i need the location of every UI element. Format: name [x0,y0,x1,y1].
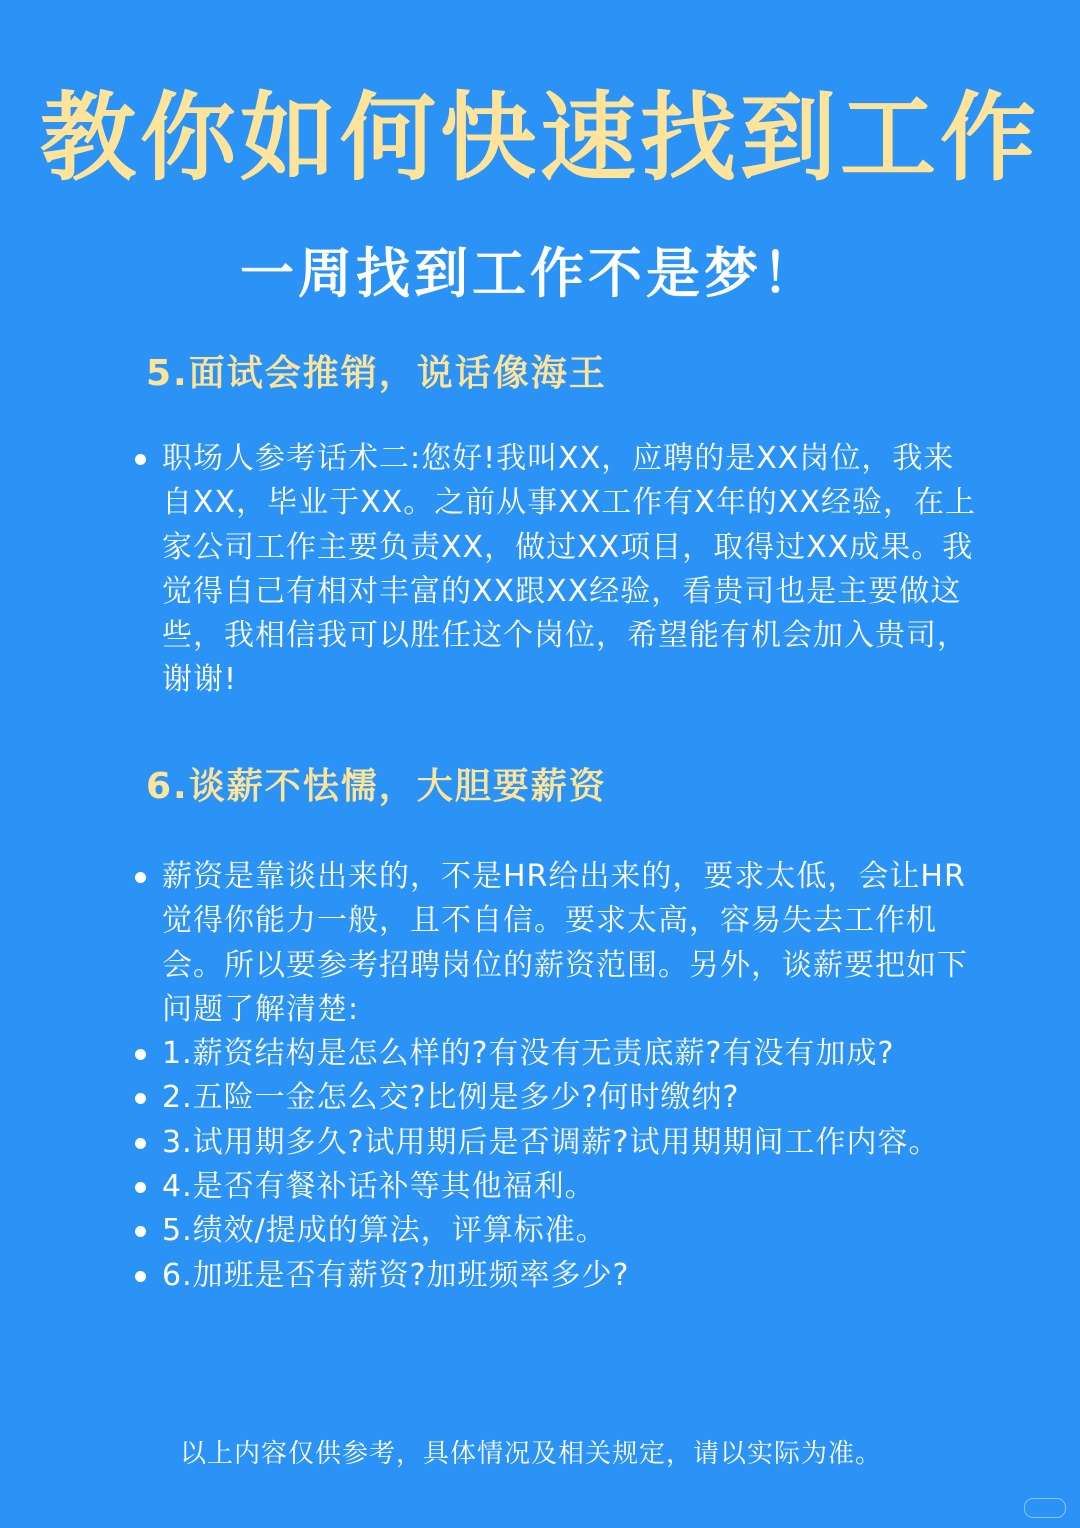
list-item-text: 1.薪资结构是怎么样的?有没有无责底薪?有没有加成? [162,1036,895,1072]
list-item [132,1254,982,1298]
section-heading-interview: 5.面试会推销，说话像海王 [146,353,607,394]
list-item [132,1209,982,1253]
section-heading-salary: 6.谈薪不怯懦，大胆要薪资 [146,766,607,807]
list-item [132,1121,982,1165]
salary-bullet-list [132,855,982,1298]
bullet-dot-icon [135,1093,146,1104]
list-item [132,437,982,703]
list-item-text: 4.是否有餐补话补等其他福利。 [162,1169,596,1205]
bullet-dot-icon [135,454,146,465]
bullet-dot-icon [135,1182,146,1193]
list-item-text: 职场人参考话术二:您好!我叫XX，应聘的是XX岗位，我来自XX，毕业于XX。之前从事XX工作有X年的XX经验，在上家公司工作主要负责XX，做过XX项目，取得过XX成果。我觉得自己有相对丰富的XX跟XX经验，看贵司也是主要做这些，我相信我可以胜任这个岗位，希望能有机会加入贵司，谢谢! [162,441,976,698]
bullet-dot-icon [135,1138,146,1149]
bullet-dot-icon [135,872,146,883]
watermark-logo-icon [1024,1498,1066,1518]
interview-bullet-list [132,437,982,703]
bullet-dot-icon [135,1049,146,1060]
list-item-text: 5.绩效/提成的算法，评算标准。 [162,1213,607,1249]
list-item [132,1032,982,1076]
list-item [132,855,982,1032]
page-subtitle: 一周找到工作不是梦！ [240,242,820,305]
bullet-dot-icon [135,1226,146,1237]
list-item-text: 2.五险一金怎么交?比例是多少?何时缴纳? [162,1080,740,1116]
list-item-text: 3.试用期多久?试用期后是否调薪?试用期期间工作内容。 [162,1124,940,1160]
list-item-text: 6.加班是否有薪资?加班频率多少? [162,1257,630,1293]
list-item [132,1076,982,1120]
list-item-text: 薪资是靠谈出来的，不是HR给出来的，要求太低，会让HR觉得你能力一般，且不自信。要求太高，容易失去工作机会。所以要参考招聘岗位的薪资范围。另外，谈薪要把如下问题了解清楚: [162,859,968,1027]
bullet-dot-icon [135,1271,146,1282]
page-title: 教你如何快速找到工作 [40,82,1040,194]
list-item [132,1165,982,1209]
disclaimer-footer: 以上内容仅供参考，具体情况及相关规定，请以实际为准。 [179,1439,882,1469]
